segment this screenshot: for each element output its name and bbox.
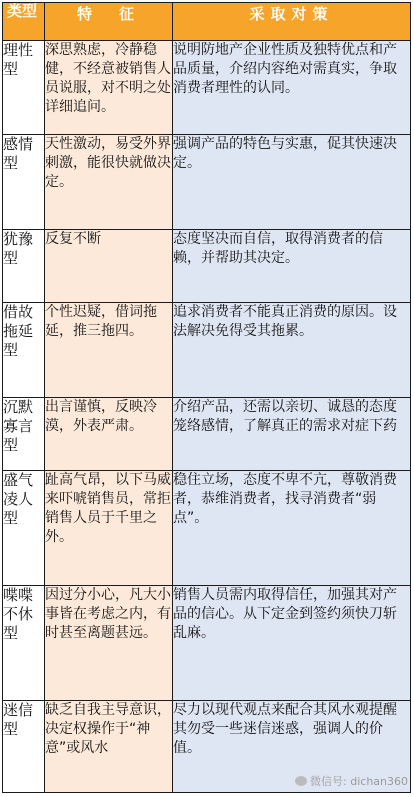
table-row [3, 230, 411, 303]
type-cell: 盛气凌人型 [3, 471, 45, 586]
table-row [3, 471, 411, 586]
watermark [295, 773, 408, 789]
type-cell: 理性型 [3, 41, 45, 135]
measure-cell: 说明防地产企业性质及独特优点和产品质量，介绍内容绝对需真实，争取消费者理性的认同。 [173, 41, 411, 135]
header-type: 类型 [3, 3, 45, 41]
wechat-icon [295, 776, 307, 786]
feature-cell: 个性迟疑，借词拖延，推三拖四。 [45, 303, 173, 398]
measure-cell: 介绍产品，还需以亲切、诚恳的态度笼络感情，了解真正的需求对症下药 [173, 398, 411, 471]
buyer-type-table [2, 2, 411, 793]
measure-cell: 尽力以现代观点来配合其风水观提醒其勿受一些迷信迷惑，强调人的价值。 [173, 701, 411, 793]
table-row [3, 398, 411, 471]
type-cell: 犹豫型 [3, 230, 45, 303]
type-cell: 迷信型 [3, 701, 45, 793]
header-measure: 采取对策 [173, 3, 411, 41]
type-cell: 喋喋不休型 [3, 586, 45, 701]
feature-cell: 因过分小心，凡大小事皆在考虑之内，有时甚至离题甚远。 [45, 586, 173, 701]
measure-cell: 销售人员需内取得信任，加强其对产品的信心。从下定金到签约须快刀斩乱麻。 [173, 586, 411, 701]
feature-cell: 深思熟虑，冷静稳健，不经意被销售人员说服，对不明之处详细追问。 [45, 41, 173, 135]
table-row [3, 586, 411, 701]
table-row [3, 135, 411, 230]
feature-cell: 趾高气昂，以下马威来吓唬销售员，常拒销售人员于千里之外。 [45, 471, 173, 586]
header-row [3, 3, 411, 41]
type-cell: 沉默寡言型 [3, 398, 45, 471]
feature-cell: 缺乏自我主导意识，决定权操作于“神意”或风水 [45, 701, 173, 793]
feature-cell: 出言谨慎，反映冷漠，外表严肃。 [45, 398, 173, 471]
watermark-text: 微信号: dichan360 [310, 775, 408, 788]
type-cell: 感情型 [3, 135, 45, 230]
measure-cell: 强调产品的特色与实惠，促其快速决定。 [173, 135, 411, 230]
type-cell: 借故拖延型 [3, 303, 45, 398]
measure-cell: 稳住立场，态度不卑不亢，尊敬消费者，恭维消费者，找寻消费者“弱点”。 [173, 471, 411, 586]
table-row [3, 303, 411, 398]
table-row [3, 41, 411, 135]
measure-cell: 追求消费者不能真正消费的原因。设法解决免得受其拖累。 [173, 303, 411, 398]
measure-cell: 态度坚决而自信，取得消费者的信赖，并帮助其决定。 [173, 230, 411, 303]
feature-cell: 反复不断 [45, 230, 173, 303]
feature-cell: 天性激动，易受外界刺激，能很快就做决定。 [45, 135, 173, 230]
header-feature: 特 征 [45, 3, 173, 41]
